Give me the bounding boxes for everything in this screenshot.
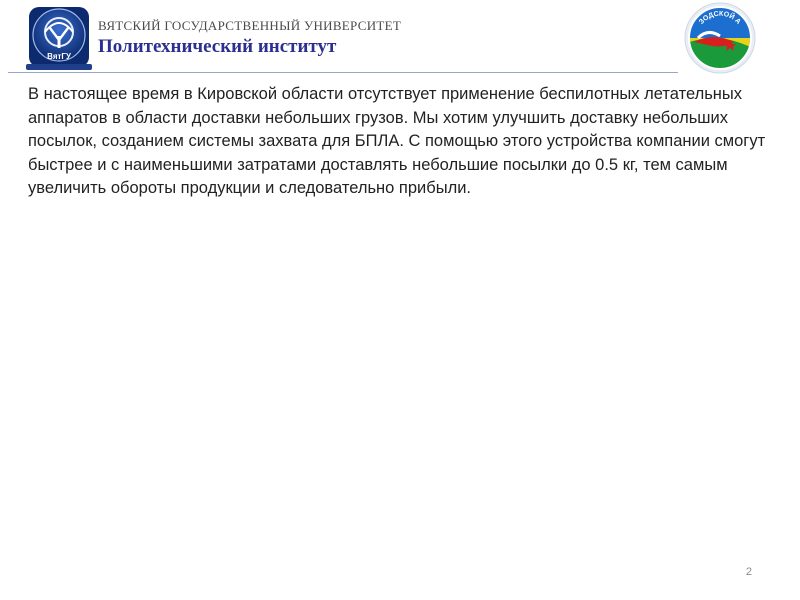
header-divider [8,72,678,73]
university-name: ВЯТСКИЙ ГОСУДАРСТВЕННЫЙ УНИВЕРСИТЕТ [98,18,402,33]
institute-name: Политехнический институт [98,36,337,57]
header [98,18,578,59]
right-logo-text: ЗОДСКОЙ А [698,10,742,26]
body-paragraph: В настоящее время в Кировской области отсутствует применение беспилотных летательных аппаратов в области доставки небольших грузов. Мы хотим улучшить доставку небольших посылок, созданием системы захвата для БПЛА. С помощью этого устройства компании смогут быстрее и с наименьшими затратами доставлять небольшие посылки до 0.5 кг, тем самым увеличить обороты продукции и следовательно прибыли. [28,85,766,197]
university-logo-icon [28,6,90,68]
kirov-logo-icon [684,2,756,74]
left-logo-text: ВятГУ [47,52,71,61]
logo-underline [26,64,92,70]
page-number: 2 [745,566,752,578]
